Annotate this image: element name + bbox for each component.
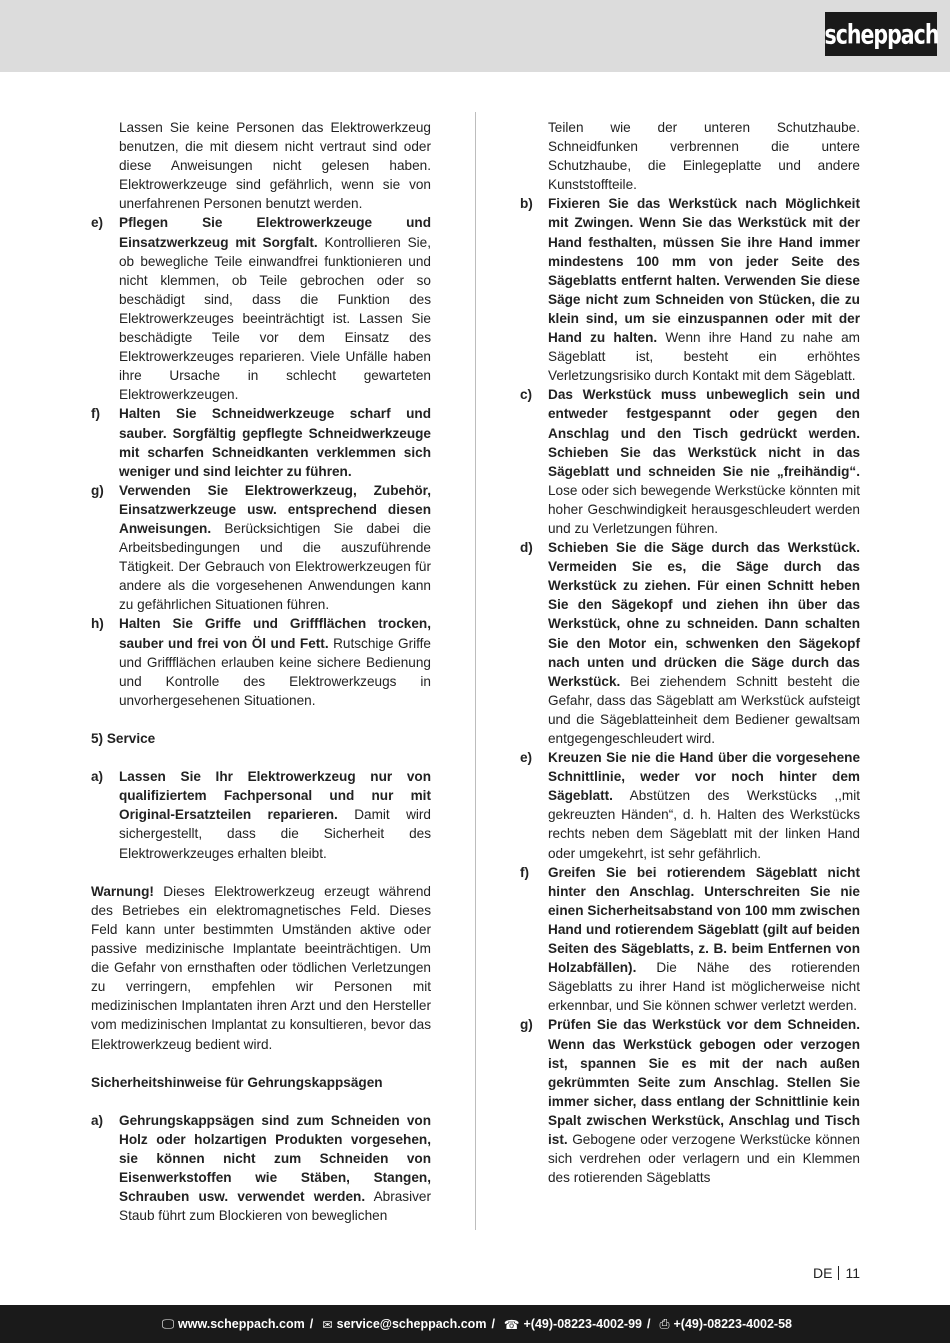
footer-fax: +(49)-08223-4002-58	[673, 1317, 792, 1331]
list-label: g)	[91, 482, 104, 498]
list-label: g)	[520, 1017, 533, 1033]
list-item-g	[520, 1015, 860, 1187]
list-bold-text: Kreuzen Sie nie die Hand über die vorgesehene Schnittlinie, weder vor noch hinter dem Sägeblatt.	[548, 750, 860, 804]
list-label: e)	[91, 215, 104, 231]
list-bold-text: Schieben Sie die Säge durch das Werkstück. Vermeiden Sie es, die Säge durch das Werkstück zu ziehen. Für einen Schnitt heben Sie den Sägekopf und ziehen ihn über das Werkstück, ohne zu schneiden. Dann schalten Sie den Motor ein, schwenken den Sägekopf nach unten und drücken die Säge durch das Werkstück.	[548, 540, 860, 689]
warning-text: Dieses Elektrowerkzeug erzeugt während des Betriebes ein elektromagnetisches Feld. Dieses Feld kann unter bestimmten Umständen aktive oder passive medizinische Implantate beeinträchtigen. Um die Gefahr von ernsthaften oder tödlichen Verletzungen zu verringern, empfehlen wir Personen mit medizinischen Implantaten ihren Arzt und den Hersteller vom medizinischen Implantat zu konsultieren, bevor das Elektrowerkzeug bedient wird.	[91, 883, 431, 1052]
column-divider	[475, 112, 476, 1230]
phone-icon: ☎	[503, 1317, 520, 1332]
list-bold-text: Fixieren Sie das Werkstück nach Möglichkeit mit Zwingen. Wenn Sie das Werkstück mit der Hand festhalten, müssen Sie ihre Hand immer mindestens 100 mm von jeder Seite des Sägeblatts entfernt halten. Verwenden Sie diese Säge nicht zum Schneiden von Stücken, die zu klein sind, um sie einzuspannen oder mit der Hand zu halten.	[548, 196, 860, 346]
list-label: a)	[91, 1112, 104, 1128]
footer-bar	[0, 1305, 950, 1343]
list-text: Abrasiver Staub führt zum Blockieren von beweglichen	[119, 1189, 431, 1224]
footer-separator: /	[647, 1317, 651, 1331]
list-bold-text: Pflegen Sie Elektrowerkzeuge und Einsatzwerkzeug mit Sorgfalt.	[119, 215, 431, 250]
list-item-c	[520, 385, 860, 538]
list-text: Rutschige Griffe und Griffflächen erlauben keine sichere Bedienung und Kontrolle des Elektrowerkzeugs in unvorhergesehenen Situationen.	[119, 635, 431, 708]
list-label: e)	[520, 750, 533, 766]
list-item-f	[91, 404, 431, 480]
list-item-d	[520, 538, 860, 748]
right-column	[520, 118, 860, 1187]
footer-website[interactable]: www.scheppach.com	[178, 1317, 305, 1331]
list-label: b)	[520, 196, 533, 212]
list-text: Berücksichtigen Sie dabei die Arbeitsbedingungen und die auszuführende Tätigkeit. Der Gebrauch von Elektrowerkzeugen für andere als die vorgesehenen Anwendungen kann zu gefährlichen Situationen führen.	[119, 520, 431, 613]
list-label: f)	[91, 406, 101, 422]
list-bold-text: Verwenden Sie Elektrowerkzeug, Zubehör, Einsatzwerkzeuge usw. entsprechend diesen Anweisungen.	[119, 482, 431, 536]
list-item-safety-a	[91, 1111, 431, 1226]
brand-logo-text: scheppach	[824, 18, 938, 50]
list-label: f)	[520, 864, 530, 880]
brand-logo	[825, 12, 937, 56]
warning-label: Warnung!	[91, 883, 154, 899]
left-column	[91, 118, 431, 1225]
list-label: h)	[91, 616, 104, 632]
list-bold-text: Das Werkstück muss unbeweglich sein und entweder festgespannt oder gegen den Anschlag und den Tisch gedrückt werden. Schieben Sie das Werkstück nicht in das Sägeblatt und schneiden Sie nie „freihändig“.	[548, 387, 860, 479]
footer-separator: /	[491, 1317, 495, 1331]
fax-icon: ⎙	[659, 1316, 670, 1331]
continuation-paragraph: Teilen wie der unteren Schutzhaube. Schneidfunken verbrennen die untere Schutzhaube, die Einlegeplatte und andere Kunststoffteile.	[548, 120, 860, 193]
list-item-b	[520, 194, 860, 385]
list-text: Abstützen des Werkstücks ,,mit gekreuzten Händen“, d. h. Halten des Werkstücks rechts neben dem Sägeblatt mit der linken Hand oder umgekehrt, ist sehr gefährlich.	[548, 788, 860, 861]
section-heading-service: 5) Service	[91, 731, 156, 746]
list-bold-text: Halten Sie Schneidwerkzeuge scharf und sauber. Sorgfältig gepflegte Schneidwerkzeuge mit scharfen Schneidkanten verklemmen sich weniger und sind leichter zu führen.	[119, 406, 431, 479]
list-item-e	[520, 748, 860, 863]
email-icon: ✉	[322, 1317, 333, 1332]
list-label: c)	[520, 387, 533, 403]
page-number-separator	[838, 1266, 839, 1280]
header-bar	[0, 0, 950, 72]
list-bold-text: Lassen Sie Ihr Elektrowerkzeug nur von qualifiziertem Fachpersonal und nur mit Original-Ersatzteilen reparieren.	[119, 769, 431, 823]
list-item-e	[91, 213, 431, 404]
list-bold-text: Prüfen Sie das Werkstück vor dem Schneiden. Wenn das Werkstück gebogen oder verzogen ist, spannen Sie es mit der nach außen gekrümmten Seite zum Anschlag. Stellen Sie immer sicher, dass entlang der Schnittlinie kein Spalt zwischen Werkstück, Anschlag und Tisch ist.	[548, 1017, 860, 1147]
warning-paragraph	[91, 882, 431, 1054]
list-bold-text: Greifen Sie bei rotierendem Sägeblatt nicht hinter den Anschlag. Unterschreiten Sie nie einen Sicherheitsabstand von 100 mm zwischen Hand und rotierendem Sägeblatt (gilt auf beiden Seiten des Sägeblatts, z. B. beim Entfernen von Holzabfällen).	[548, 864, 860, 976]
list-item-g	[91, 481, 431, 615]
list-bold-text: Halten Sie Griffe und Griffflächen trocken, sauber und frei von Öl und Fett.	[119, 616, 431, 651]
computer-icon: 🖵	[161, 1316, 175, 1331]
list-label: a)	[91, 769, 104, 785]
list-bold-text: Gehrungskappsägen sind zum Schneiden von Holz oder holzartigen Produkten vorgesehen, sie können nicht zum Schneiden von Eisenwerkstoffen wie Stäben, Stangen, Schrauben usw. verwendet werden.	[119, 1112, 431, 1205]
list-text: Lose oder sich bewegende Werkstücke könnten mit hoher Geschwindigkeit herausgeschleudert werden und zu Verletzungen führen.	[548, 482, 860, 536]
list-item-service-a	[91, 767, 431, 862]
language-code: DE	[813, 1265, 833, 1281]
list-label: d)	[520, 540, 533, 556]
list-text: Kontrollieren Sie, ob bewegliche Teile einwandfrei funktionieren und nicht klemmen, ob Teile gebrochen oder so beschädigt sind, dass die Funktion des Elektrowerkzeuges beeinträchtigt ist. Lassen Sie beschädigte Teile vor dem Einsatz des Elektrowerkzeuges reparieren. Viele Unfälle haben ihre Ursache in schlecht gewarteten Elektrowerkzeugen.	[119, 234, 431, 403]
list-item-f	[520, 863, 860, 1016]
page-number	[813, 1265, 860, 1281]
list-text: Die Nähe des rotierenden Sägeblatts zu ihrer Hand ist möglicherweise nicht erkennbar, und Sie können schwer verletzt werden.	[548, 960, 860, 1014]
footer-email[interactable]: service@scheppach.com	[336, 1317, 487, 1331]
intro-paragraph: Lassen Sie keine Personen das Elektrowerkzeug benutzen, die mit diesem nicht vertraut sind oder diese Anweisungen nicht gelesen haben. Elektrowerkzeuge sind gefährlich, wenn sie von unerfahrenen Personen benutzt werden.	[119, 120, 431, 212]
list-text: Damit wird sichergestellt, dass die Sicherheit des Elektrowerkzeuges erhalten bleibt.	[119, 807, 431, 861]
list-item-h	[91, 614, 431, 709]
page-number-value: 11	[845, 1265, 860, 1281]
footer-separator: /	[309, 1317, 314, 1331]
list-text: Bei ziehendem Schnitt besteht die Gefahr, dass das Sägeblatt am Werkstück aufsteigt und die Sägeblatteinheit dem Bediener gewaltsam entgegengeschleudert wird.	[548, 673, 860, 746]
footer-phone[interactable]: +(49)-08223-4002-99	[523, 1317, 642, 1331]
section-heading-safety: Sicherheitshinweise für Gehrungskappsägen	[91, 1074, 383, 1090]
list-text: Gebogene oder verzogene Werkstücke können sich verdrehen oder verlagern und ein Klemmen des rotierenden Sägeblatts	[548, 1131, 860, 1186]
list-text: Wenn ihre Hand zu nahe am Sägeblatt ist, besteht ein erhöhtes Verletzungsrisiko durch Kontakt mit dem Sägeblatt.	[548, 330, 861, 384]
